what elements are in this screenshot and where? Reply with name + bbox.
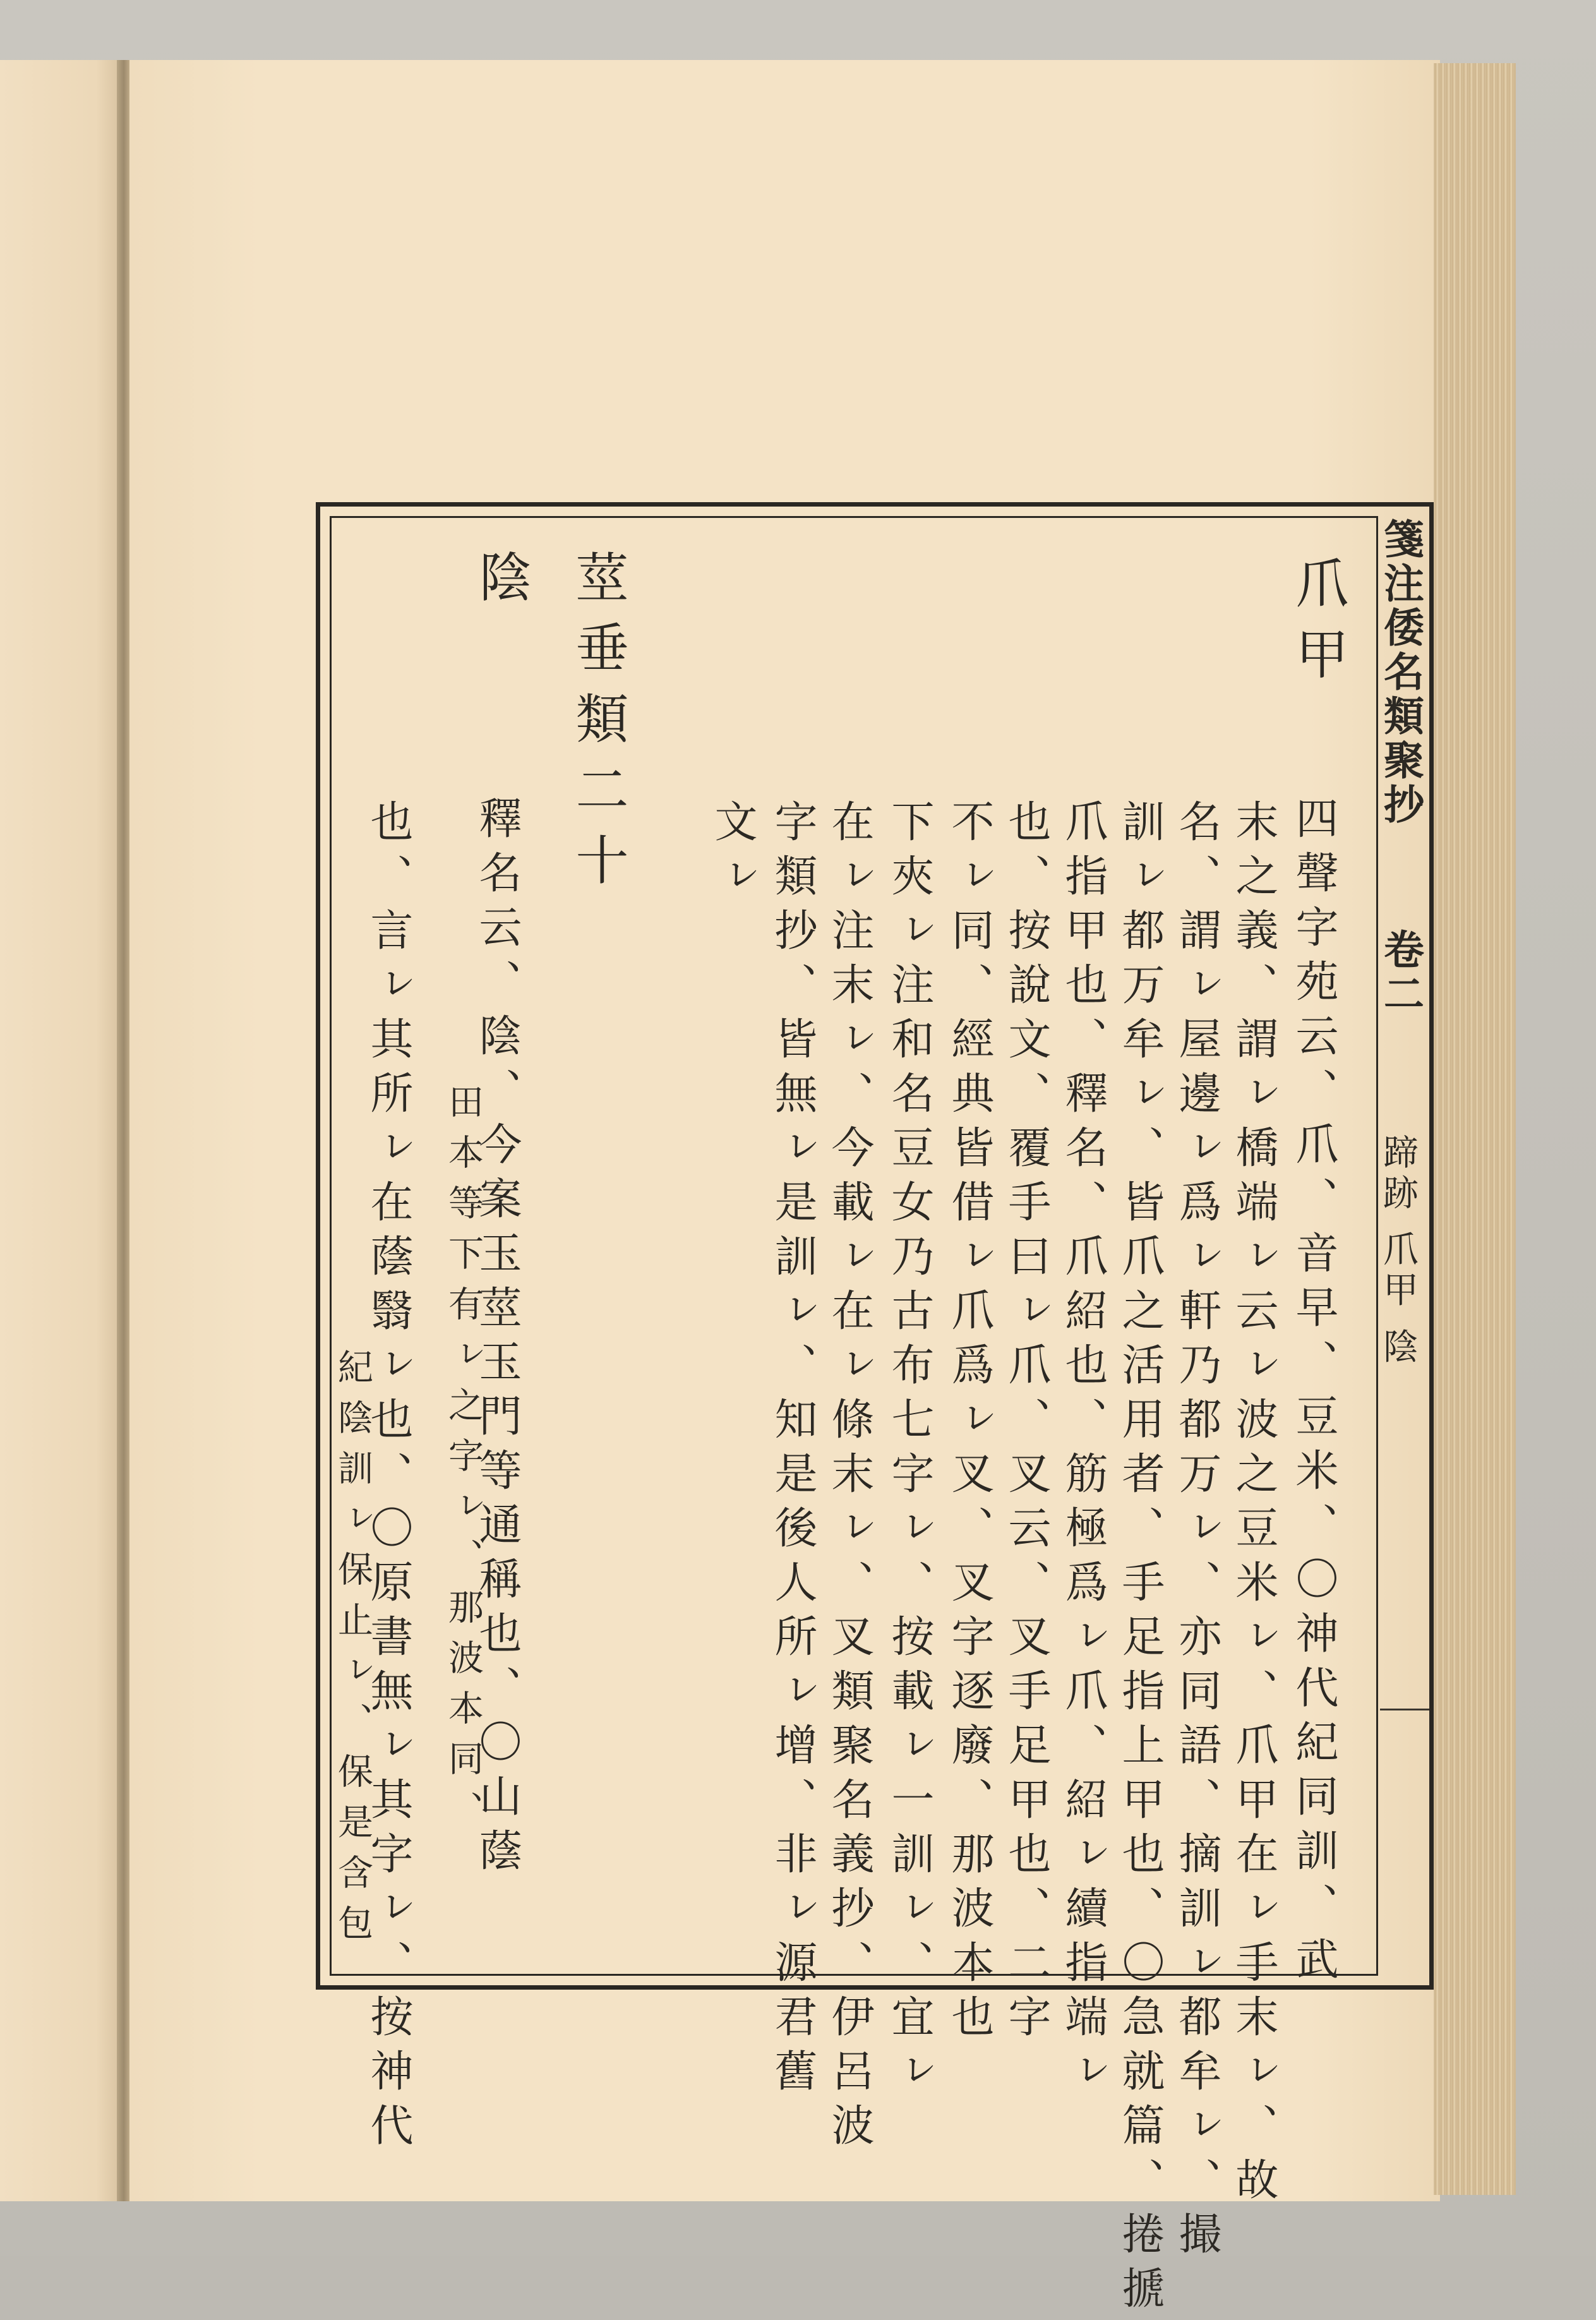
text-column-17: 也、言ㇾ其所ㇾ在蔭翳ㇾ也、〇原書無ㇾ其字ㇾ、按神代 [363, 799, 413, 2157]
text-column-7: 也、按說文、覆手曰ㇾ爪、叉云、叉手足甲也、二字 [1001, 799, 1051, 2048]
text-column-18: 紀陰訓ㇾ保止ㇾ、保是含包 [332, 1349, 373, 1955]
text-column-5: 訓ㇾ都万牟ㇾ、皆爪之活用者、手足指上甲也、〇急就篇、捲搋 [1115, 799, 1165, 2320]
text-column-9: 下夾ㇾ注和名豆女乃古布七字ㇾ、按載ㇾ一訓ㇾ、宜ㇾ [884, 799, 934, 2103]
text-column-12: 文ㇾ [707, 799, 757, 908]
text-column-15: 釋名云、陰、今案玉莖玉門等通稱也、〇山蔭 [472, 796, 522, 1882]
margin-section: 蹄跡 爪甲 陰 [1377, 1134, 1419, 1369]
entry-heading-in: 陰 [471, 550, 532, 620]
margin-book-title: 箋注倭名類聚抄 [1377, 518, 1424, 827]
left-page [0, 60, 120, 2201]
text-column-6: 爪指甲也、釋名、爪紹也、筋極爲ㇾ爪、紹ㇾ續指端ㇾ [1058, 799, 1108, 2103]
text-column-2: 四聲字苑云、爪、音早、豆米、〇神代紀同訓、武 [1288, 796, 1338, 1991]
entry-heading-tsume: 爪甲 [1287, 556, 1349, 697]
book-gutter [117, 60, 131, 2201]
page-edges [1434, 63, 1516, 2195]
margin-volume: 卷二 [1377, 929, 1424, 1017]
text-column-11: 字類抄、皆無ㇾ是訓ㇾ、知是後人所ㇾ增、非ㇾ源君舊 [767, 799, 817, 2103]
text-column-8: 不ㇾ同、經典皆借ㇾ爪爲ㇾ叉、叉字逐廢、那波本也 [944, 799, 994, 2048]
section-heading: 莖垂類二十 [567, 550, 629, 903]
text-column-3: 末之義、謂ㇾ橋端ㇾ云ㇾ波之豆米ㇾ、爪甲在ㇾ手末ㇾ、故 [1228, 799, 1278, 2211]
text-column-16: 田本等下有ㇾ之字ㇾ、那波本同、 [443, 1083, 484, 1841]
text-column-4: 名、謂ㇾ屋邊ㇾ爲ㇾ軒乃都万ㇾ、亦同語、摘訓ㇾ都牟ㇾ、撮 [1172, 799, 1221, 2266]
text-column-10: 在ㇾ注末ㇾ、今載ㇾ在ㇾ條末ㇾ、叉類聚名義抄、伊呂波 [824, 799, 874, 2157]
